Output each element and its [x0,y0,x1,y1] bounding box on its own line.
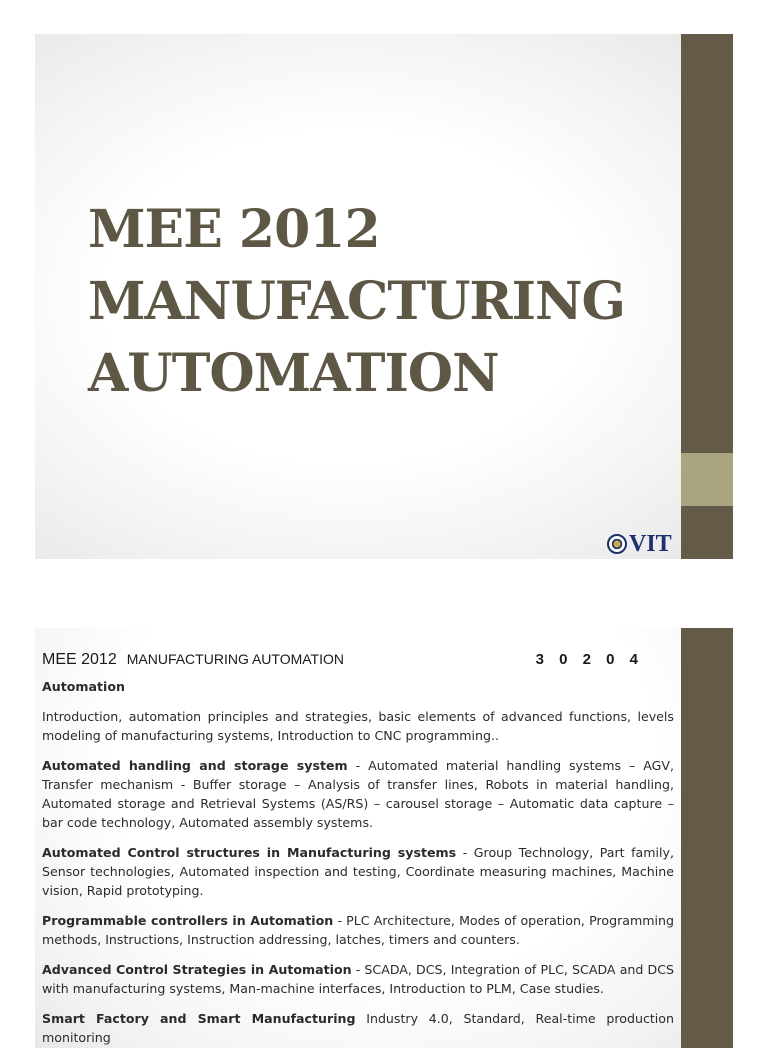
paragraph-title: Advanced Control Strategies in Automation [42,962,352,977]
paragraph-body: - PLC Architecture, Modes of operation, Programming methods, Instructions, Instruction addressing, latches, timers and counters. [42,913,674,947]
paragraph-title: Programmable controllers in Automation [42,913,334,928]
syllabus-paragraph [42,756,674,832]
paragraph-body: - SCADA, DCS, Integration of PLC, SCADA and DCS with manufacturing systems, Man-machine interfaces, Introduction to PLM, Case studies. [42,962,675,996]
slide-title [88,194,625,410]
course-code: MEE 2012 [42,651,117,668]
paragraph-body: - Automated material handling systems – AGV, Transfer mechanism - Buffer storage – Analysis of transfer lines, Robots in material handling, Automated storage and Retrieval Systems (AS/RS) – carousel storage – Automatic data capture – bar code technology, Automated assembly systems. [42,758,675,830]
vit-logo-text: VIT [629,531,672,557]
title-line-automation: AUTOMATION [88,343,499,404]
vit-logo [607,531,672,557]
syllabus-paragraph [42,960,674,998]
paragraph-body: - Group Technology, Part family, Sensor technologies, Automated inspection and testing, Coordinate measuring machines, Machine vision, Rapid prototyping. [42,845,674,898]
syllabus-paragraph [42,843,674,900]
syllabus-paragraphs [42,707,674,1047]
paragraph-title: Smart Factory and Smart Manufacturing [42,1011,356,1026]
title-line-course-code: MEE 2012 [88,199,380,260]
side-bar-accent [681,453,733,506]
title-slide [35,34,733,559]
course-header [42,650,674,669]
title-line-manufacturing: MANUFACTURING [88,271,625,332]
syllabus-paragraph [42,707,674,745]
paragraph-title: Automated Control structures in Manufacturing systems [42,845,457,860]
section-title: Automation [42,679,125,694]
paragraph-body: Industry 4.0, Standard, Real-time production monitoring [42,1011,674,1045]
side-bar [681,628,733,1048]
syllabus-content [42,650,674,1048]
syllabus-slide [35,628,733,1048]
syllabus-paragraph [42,911,674,949]
course-name: MANUFACTURING AUTOMATION [126,651,344,667]
syllabus-paragraph [42,1009,674,1047]
vit-seal-icon [607,534,627,554]
paragraph-body: Introduction, automation principles and strategies, basic elements of advanced functions, levels modeling of manufacturing systems, Introduction to CNC programming.. [42,709,674,743]
paragraph-title: Automated handling and storage system [42,758,348,773]
course-credits: 3 0 2 0 4 [535,651,638,668]
